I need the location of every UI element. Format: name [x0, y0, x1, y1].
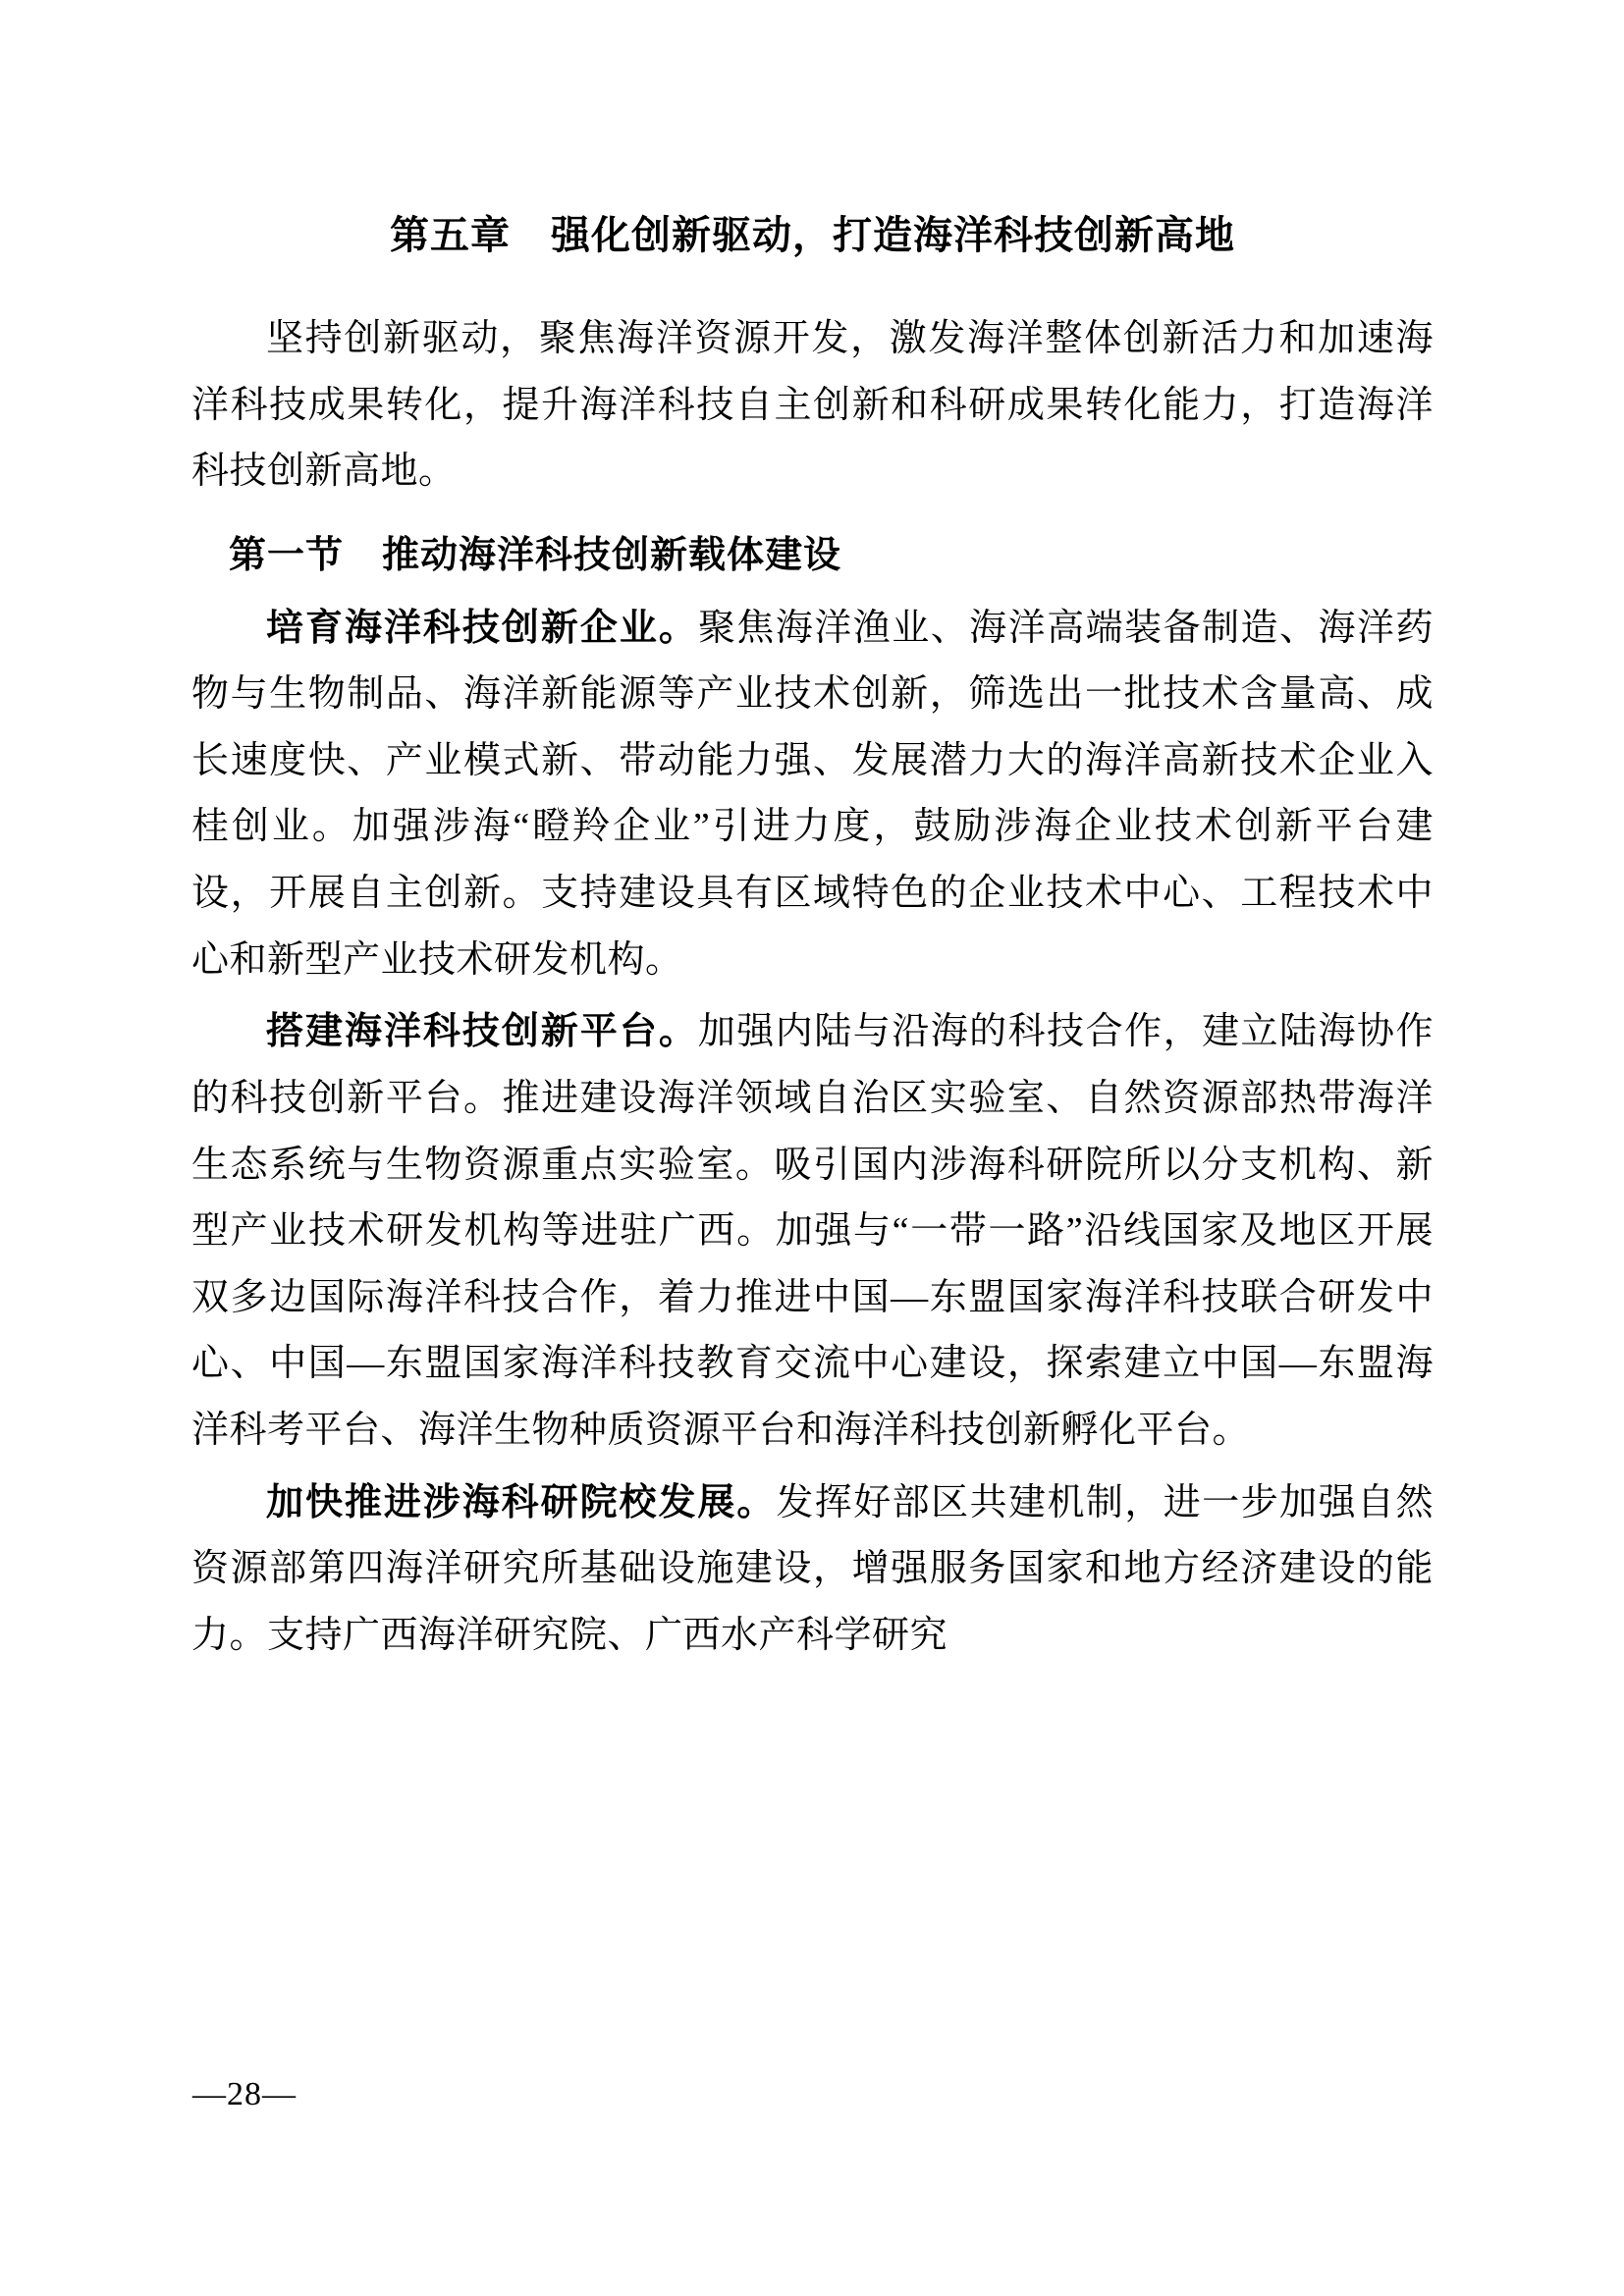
section-title: 第一节 推动海洋科技创新载体建设 — [229, 534, 842, 576]
paragraph-lead-3: 加快推进涉海科研院校发展。 — [266, 1481, 777, 1523]
chapter-title: 第五章 强化创新驱动，打造海洋科技创新高地 — [390, 214, 1235, 257]
paragraph-lead-1: 培育海洋科技创新企业。 — [266, 607, 698, 649]
paragraph-body-3: 发挥好部区共建机制，进一步加强自然资源部第四海洋研究所基础设施建设，增强服务国家和地方经济建设的能力。支持广西海洋研究院、广西水产科学研究 — [191, 1481, 1434, 1656]
body-paragraph-3 — [191, 1470, 1434, 1670]
intro-paragraph: 坚持创新驱动，聚焦海洋资源开发，激发海洋整体创新活力和加速海洋科技成果转化，提升海洋科技自主创新和科研成果转化能力，打造海洋科技创新高地。 — [191, 318, 1434, 493]
page-content — [191, 208, 1434, 1676]
body-paragraph-2 — [191, 999, 1434, 1464]
body-paragraph-1 — [191, 596, 1434, 994]
page-number: —28— — [192, 2076, 297, 2112]
paragraph-body-1: 聚焦海洋渔业、海洋高端装备制造、海洋药物与生物制品、海洋新能源等产业技术创新，筛选出一批技术含量高、成长速度快、产业模式新、带动能力强、发展潜力大的海洋高新技术企业入桂创业。加强涉海“瞪羚企业”引进力度，鼓励涉海企业技术创新平台建设，开展自主创新。支持建设具有区域特色的企业技术中心、工程技术中心和新型产业技术研发机构。 — [191, 607, 1434, 981]
paragraph-lead-2: 搭建海洋科技创新平台。 — [266, 1011, 698, 1053]
paragraph-body-2: 加强内陆与沿海的科技合作，建立陆海协作的科技创新平台。推进建设海洋领域自治区实验室、自然资源部热带海洋生态系统与生物资源重点实验室。吸引国内涉海科研院所以分支机构、新型产业技术研发机构等进驻广西。加强与“一带一路”沿线国家及地区开展双多边国际海洋科技合作，着力推进中国—东盟国家海洋科技联合研发中心、中国—东盟国家海洋科技教育交流中心建设，探索建立中国—东盟海洋科考平台、海洋生物种质资源平台和海洋科技创新孵化平台。 — [191, 1011, 1434, 1451]
